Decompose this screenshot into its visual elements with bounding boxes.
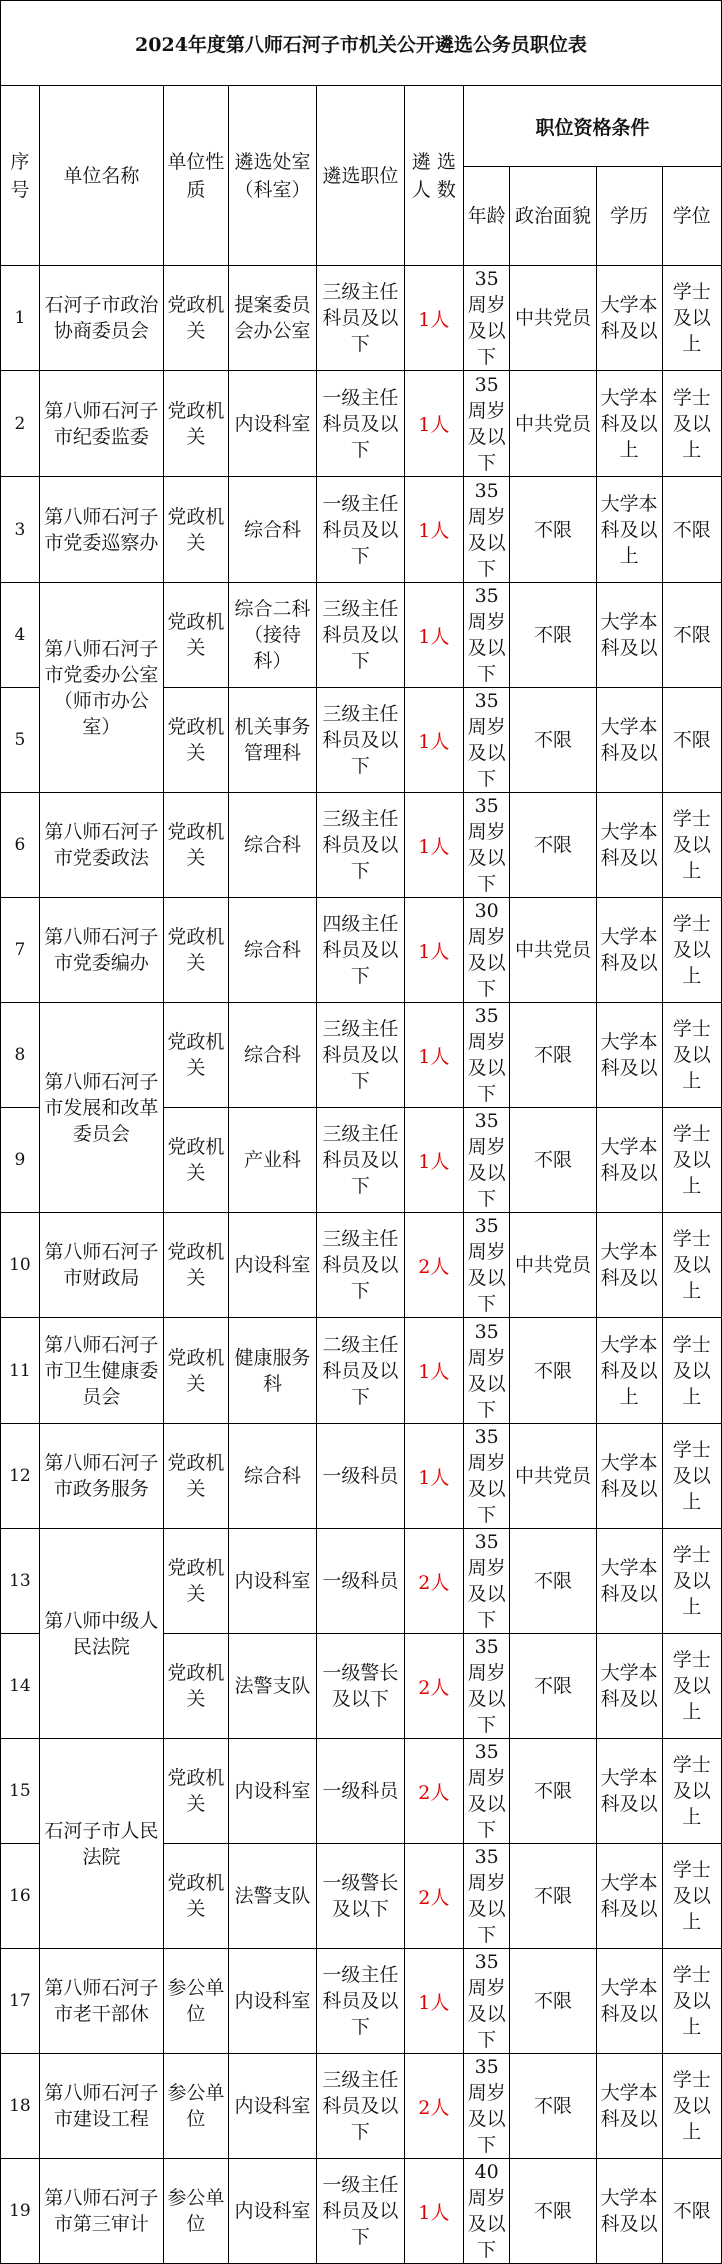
cell-politics: 不限 [510, 477, 596, 583]
cell-education: 大学本科及以 [596, 583, 662, 688]
header-age: 年龄 [463, 167, 509, 266]
cell-count: 1人 [404, 266, 463, 371]
table-row [1, 371, 722, 477]
cell-count: 1人 [404, 1108, 463, 1213]
header-position: 遴选职位 [317, 86, 404, 266]
cell-degree: 学士及以上 [662, 1634, 721, 1739]
cell-unit-name: 第八师中级人民法院 [39, 1529, 163, 1739]
table-row [1, 1949, 722, 2054]
cell-dept: 综合科 [228, 898, 317, 1003]
header-education: 学历 [596, 167, 662, 266]
cell-position: 三级主任科员及以下 [317, 583, 404, 688]
cell-row-index: 7 [1, 898, 40, 1003]
cell-position: 一级警长及以下 [317, 1844, 404, 1949]
cell-politics: 不限 [510, 1739, 596, 1844]
cell-count: 2人 [404, 1213, 463, 1318]
cell-politics: 不限 [510, 1529, 596, 1634]
cell-count: 2人 [404, 1739, 463, 1844]
table-row [1, 793, 722, 898]
cell-position: 一级主任科员及以下 [317, 2159, 404, 2264]
cell-age: 35周岁及以下 [463, 688, 509, 793]
cell-education: 大学本科及以 [596, 1213, 662, 1318]
cell-row-index: 4 [1, 583, 40, 688]
cell-position: 一级主任科员及以下 [317, 1949, 404, 2054]
cell-count: 1人 [404, 1318, 463, 1424]
cell-unit-type: 党政机关 [163, 371, 228, 477]
cell-degree: 不限 [662, 583, 721, 688]
cell-position: 三级主任科员及以下 [317, 1108, 404, 1213]
cell-row-index: 6 [1, 793, 40, 898]
cell-politics: 不限 [510, 583, 596, 688]
cell-row-index: 17 [1, 1949, 40, 2054]
cell-unit-type: 党政机关 [163, 1844, 228, 1949]
cell-age: 30周岁及以下 [463, 898, 509, 1003]
cell-age: 35周岁及以下 [463, 2054, 509, 2159]
cell-count: 1人 [404, 1003, 463, 1108]
cell-education: 大学本科及以 [596, 688, 662, 793]
cell-dept: 产业科 [228, 1108, 317, 1213]
cell-row-index: 18 [1, 2054, 40, 2159]
cell-dept: 内设科室 [228, 1529, 317, 1634]
cell-unit-type: 党政机关 [163, 1108, 228, 1213]
cell-politics: 中共党员 [510, 266, 596, 371]
header-count: 遴 选 人 数 [404, 86, 463, 266]
cell-unit-type: 党政机关 [163, 1003, 228, 1108]
cell-position: 三级主任科员及以下 [317, 1003, 404, 1108]
cell-education: 大学本科及以 [596, 1108, 662, 1213]
cell-count: 1人 [404, 583, 463, 688]
cell-row-index: 8 [1, 1003, 40, 1108]
cell-row-index: 11 [1, 1318, 40, 1424]
cell-dept: 内设科室 [228, 1949, 317, 2054]
header-dept: 遴选处室（科室） [228, 86, 317, 266]
cell-age: 35周岁及以下 [463, 1949, 509, 2054]
cell-dept: 机关事务管理科 [228, 688, 317, 793]
cell-unit-type: 党政机关 [163, 1213, 228, 1318]
cell-row-index: 9 [1, 1108, 40, 1213]
cell-education: 大学本科及以 [596, 2159, 662, 2264]
cell-education: 大学本科及以 [596, 1739, 662, 1844]
cell-count: 2人 [404, 1634, 463, 1739]
cell-position: 三级主任科员及以下 [317, 688, 404, 793]
cell-unit-type: 参公单位 [163, 2054, 228, 2159]
cell-dept: 法警支队 [228, 1844, 317, 1949]
cell-politics: 不限 [510, 1003, 596, 1108]
cell-unit-type: 党政机关 [163, 793, 228, 898]
table-row [1, 1424, 722, 1529]
table-row [1, 1318, 722, 1424]
cell-row-index: 5 [1, 688, 40, 793]
cell-politics: 不限 [510, 2159, 596, 2264]
header-degree: 学位 [662, 167, 721, 266]
cell-row-index: 19 [1, 2159, 40, 2264]
cell-unit-name: 第八师石河子市党委巡察办 [39, 477, 163, 583]
cell-education: 大学本科及以上 [596, 371, 662, 477]
cell-politics: 不限 [510, 1318, 596, 1424]
cell-politics: 中共党员 [510, 1213, 596, 1318]
cell-education: 大学本科及以 [596, 793, 662, 898]
cell-dept: 健康服务科 [228, 1318, 317, 1424]
cell-degree: 学士及以上 [662, 898, 721, 1003]
table-row [1, 477, 722, 583]
table-row [1, 1739, 722, 1844]
table-row [1, 266, 722, 371]
cell-count: 2人 [404, 1844, 463, 1949]
cell-unit-name: 第八师石河子市发展和改革委员会 [39, 1003, 163, 1213]
cell-degree: 学士及以上 [662, 1003, 721, 1108]
cell-age: 35周岁及以下 [463, 1844, 509, 1949]
cell-position: 三级主任科员及以下 [317, 793, 404, 898]
cell-politics: 不限 [510, 1844, 596, 1949]
cell-position: 一级科员 [317, 1424, 404, 1529]
cell-education: 大学本科及以 [596, 1424, 662, 1529]
cell-degree: 学士及以上 [662, 1108, 721, 1213]
cell-degree: 学士及以上 [662, 1844, 721, 1949]
cell-politics: 不限 [510, 1949, 596, 2054]
cell-count: 1人 [404, 1424, 463, 1529]
cell-count: 1人 [404, 371, 463, 477]
cell-unit-name: 第八师石河子市财政局 [39, 1213, 163, 1318]
cell-count: 2人 [404, 1529, 463, 1634]
cell-unit-type: 党政机关 [163, 688, 228, 793]
cell-age: 35周岁及以下 [463, 1529, 509, 1634]
cell-dept: 提案委员会办公室 [228, 266, 317, 371]
cell-unit-name: 石河子市人民法院 [39, 1739, 163, 1949]
cell-row-index: 3 [1, 477, 40, 583]
cell-age: 35周岁及以下 [463, 1634, 509, 1739]
cell-education: 大学本科及以上 [596, 477, 662, 583]
table-row [1, 2159, 722, 2264]
cell-count: 1人 [404, 898, 463, 1003]
cell-unit-name: 第八师石河子市第三审计 [39, 2159, 163, 2264]
cell-position: 三级主任科员及以下 [317, 2054, 404, 2159]
table-row [1, 1003, 722, 1108]
cell-education: 大学本科及以 [596, 266, 662, 371]
table-row [1, 2054, 722, 2159]
cell-politics: 不限 [510, 1634, 596, 1739]
cell-degree: 不限 [662, 2159, 721, 2264]
cell-degree: 学士及以上 [662, 371, 721, 477]
cell-education: 大学本科及以 [596, 898, 662, 1003]
cell-age: 35周岁及以下 [463, 266, 509, 371]
cell-position: 一级主任科员及以下 [317, 477, 404, 583]
cell-position: 一级科员 [317, 1739, 404, 1844]
cell-degree: 不限 [662, 688, 721, 793]
cell-education: 大学本科及以 [596, 1003, 662, 1108]
cell-unit-type: 党政机关 [163, 477, 228, 583]
cell-unit-name: 第八师石河子市党委政法 [39, 793, 163, 898]
cell-dept: 综合科 [228, 1003, 317, 1108]
cell-age: 35周岁及以下 [463, 1318, 509, 1424]
cell-position: 一级警长及以下 [317, 1634, 404, 1739]
cell-age: 35周岁及以下 [463, 1739, 509, 1844]
cell-education: 大学本科及以上 [596, 1318, 662, 1424]
cell-count: 1人 [404, 1949, 463, 2054]
table-body [1, 266, 722, 2264]
cell-politics: 不限 [510, 2054, 596, 2159]
cell-degree: 学士及以上 [662, 1424, 721, 1529]
cell-unit-name: 第八师石河子市卫生健康委员会 [39, 1318, 163, 1424]
cell-row-index: 13 [1, 1529, 40, 1634]
cell-politics: 不限 [510, 793, 596, 898]
cell-unit-name: 石河子市政治协商委员会 [39, 266, 163, 371]
cell-unit-type: 党政机关 [163, 266, 228, 371]
cell-unit-name: 第八师石河子市建设工程 [39, 2054, 163, 2159]
cell-unit-name: 第八师石河子市党委编办 [39, 898, 163, 1003]
cell-degree: 学士及以上 [662, 2054, 721, 2159]
cell-degree: 学士及以上 [662, 1213, 721, 1318]
cell-dept: 内设科室 [228, 1213, 317, 1318]
cell-politics: 中共党员 [510, 371, 596, 477]
cell-unit-name: 第八师石河子市政务服务 [39, 1424, 163, 1529]
cell-position: 一级主任科员及以下 [317, 371, 404, 477]
cell-dept: 综合科 [228, 793, 317, 898]
cell-degree: 学士及以上 [662, 1529, 721, 1634]
cell-row-index: 16 [1, 1844, 40, 1949]
cell-education: 大学本科及以 [596, 1844, 662, 1949]
cell-education: 大学本科及以 [596, 2054, 662, 2159]
cell-degree: 学士及以上 [662, 266, 721, 371]
cell-degree: 学士及以上 [662, 1318, 721, 1424]
cell-dept: 内设科室 [228, 2159, 317, 2264]
cell-unit-type: 参公单位 [163, 2159, 228, 2264]
table-title: 2024年度第八师石河子市机关公开遴选公务员职位表 [1, 1, 722, 86]
table-row [1, 1213, 722, 1318]
cell-count: 1人 [404, 477, 463, 583]
cell-degree: 学士及以上 [662, 1949, 721, 2054]
cell-position: 四级主任科员及以下 [317, 898, 404, 1003]
cell-unit-name: 第八师石河子市老干部休 [39, 1949, 163, 2054]
cell-unit-type: 党政机关 [163, 1739, 228, 1844]
cell-unit-type: 党政机关 [163, 583, 228, 688]
cell-row-index: 15 [1, 1739, 40, 1844]
cell-dept: 法警支队 [228, 1634, 317, 1739]
cell-unit-type: 参公单位 [163, 1949, 228, 2054]
cell-row-index: 2 [1, 371, 40, 477]
cell-count: 1人 [404, 793, 463, 898]
header-index: 序号 [1, 86, 40, 266]
cell-position: 三级主任科员及以下 [317, 266, 404, 371]
table-row [1, 583, 722, 688]
cell-age: 35周岁及以下 [463, 583, 509, 688]
cell-row-index: 1 [1, 266, 40, 371]
cell-age: 35周岁及以下 [463, 1003, 509, 1108]
header-qualification: 职位资格条件 [463, 86, 721, 167]
cell-unit-type: 党政机关 [163, 1424, 228, 1529]
cell-degree: 学士及以上 [662, 793, 721, 898]
header-unit-name: 单位名称 [39, 86, 163, 266]
cell-age: 35周岁及以下 [463, 1213, 509, 1318]
header-unit-type: 单位性质 [163, 86, 228, 266]
cell-education: 大学本科及以 [596, 1529, 662, 1634]
cell-age: 35周岁及以下 [463, 1108, 509, 1213]
cell-position: 一级科员 [317, 1529, 404, 1634]
cell-politics: 中共党员 [510, 898, 596, 1003]
cell-age: 35周岁及以下 [463, 1424, 509, 1529]
cell-dept: 综合二科（接待科） [228, 583, 317, 688]
cell-row-index: 12 [1, 1424, 40, 1529]
cell-age: 35周岁及以下 [463, 371, 509, 477]
header-politics: 政治面貌 [510, 167, 596, 266]
cell-count: 2人 [404, 2054, 463, 2159]
cell-education: 大学本科及以 [596, 1949, 662, 2054]
cell-age: 35周岁及以下 [463, 793, 509, 898]
cell-unit-name: 第八师石河子市党委办公室（师市办公室） [39, 583, 163, 793]
cell-dept: 综合科 [228, 1424, 317, 1529]
cell-dept: 内设科室 [228, 1739, 317, 1844]
cell-unit-type: 党政机关 [163, 1634, 228, 1739]
cell-age: 40周岁及以下 [463, 2159, 509, 2264]
cell-position: 三级主任科员及以下 [317, 1213, 404, 1318]
cell-degree: 不限 [662, 477, 721, 583]
table-row [1, 1529, 722, 1634]
cell-dept: 内设科室 [228, 371, 317, 477]
cell-unit-type: 党政机关 [163, 898, 228, 1003]
cell-position: 二级主任科员及以下 [317, 1318, 404, 1424]
cell-politics: 不限 [510, 1108, 596, 1213]
cell-count: 1人 [404, 688, 463, 793]
cell-unit-type: 党政机关 [163, 1529, 228, 1634]
cell-degree: 学士及以上 [662, 1739, 721, 1844]
cell-dept: 内设科室 [228, 2054, 317, 2159]
cell-unit-type: 党政机关 [163, 1318, 228, 1424]
cell-dept: 综合科 [228, 477, 317, 583]
cell-row-index: 10 [1, 1213, 40, 1318]
cell-education: 大学本科及以 [596, 1634, 662, 1739]
cell-age: 35周岁及以下 [463, 477, 509, 583]
cell-row-index: 14 [1, 1634, 40, 1739]
cell-count: 1人 [404, 2159, 463, 2264]
cell-politics: 中共党员 [510, 1424, 596, 1529]
cell-politics: 不限 [510, 688, 596, 793]
table-row [1, 898, 722, 1003]
cell-unit-name: 第八师石河子市纪委监委 [39, 371, 163, 477]
